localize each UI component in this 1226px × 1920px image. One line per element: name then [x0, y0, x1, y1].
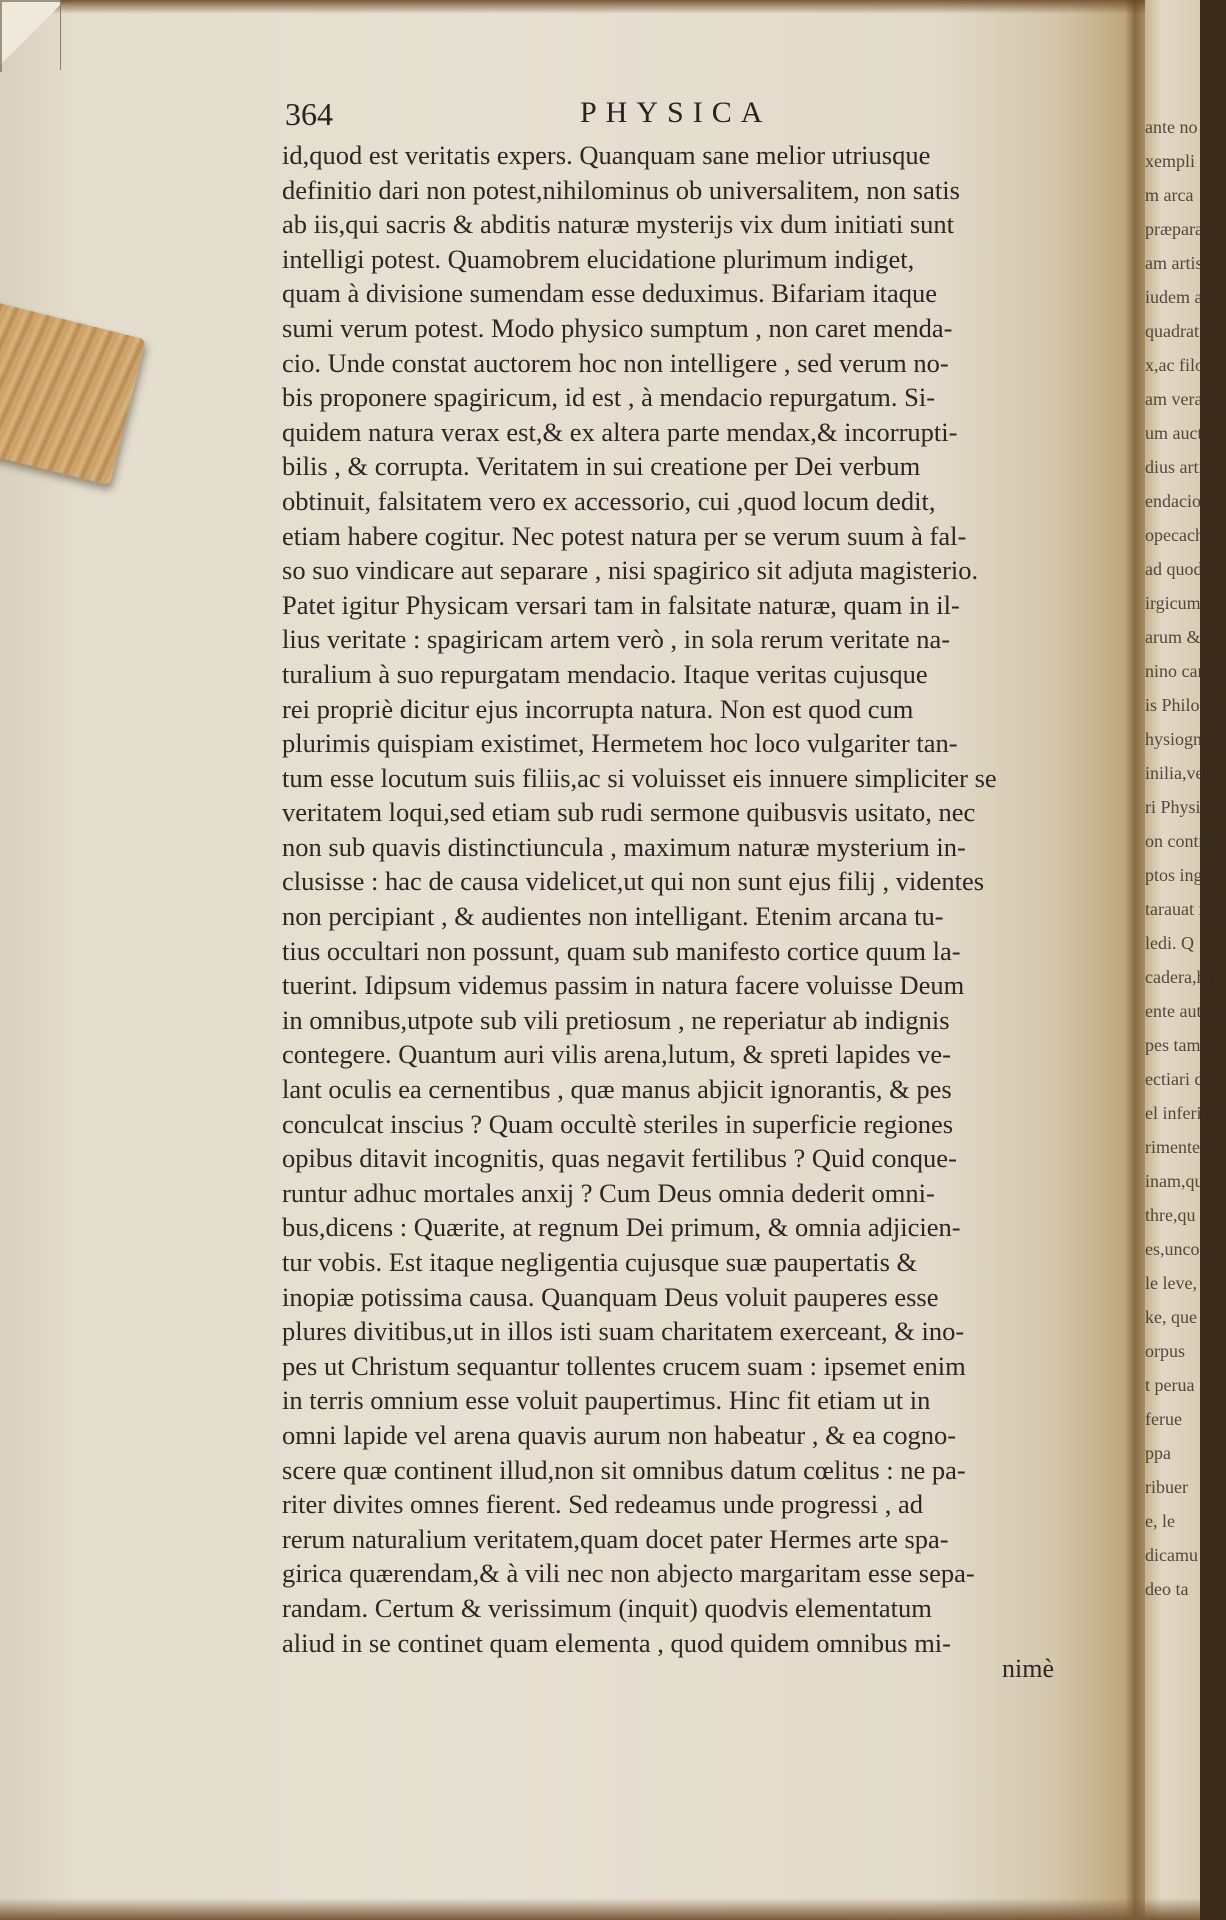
facing-page-line: inilia,vel: [1145, 763, 1209, 783]
folded-corner-crease: [0, 0, 72, 72]
facing-page-line: præpara: [1145, 219, 1203, 239]
text-line: id,quod est veritatis expers. Quanquam sane melior utriusque: [282, 140, 931, 170]
body-text: [282, 138, 1082, 1660]
text-line: riter divites omnes fierent. Sed redeamus unde progressi , ad: [282, 1489, 923, 1520]
facing-page-line: ptos ingred: [1145, 865, 1226, 885]
text-line: ab iis,qui sacris & abditis naturæ mysterijs vix dum initiati sunt: [282, 209, 955, 240]
facing-page-line: x,ac filo: [1145, 355, 1204, 375]
text-line: tur vobis. Est itaque negligentia cujusque suæ paupertatis &: [282, 1247, 918, 1277]
facing-page-line: opecacho: [1145, 525, 1213, 545]
facing-page-line: nino carer: [1145, 661, 1218, 681]
text-line: bilis , & corrupta. Veritatem in sui creatione per Dei verbum: [282, 451, 921, 482]
text-line: tum esse locutum suis filiis,ac si voluisset eis innuere simpliciter se: [282, 762, 997, 793]
text-line: bus,dicens : Quærite, at regnum Dei primum, & omnia adjicien-: [282, 1212, 961, 1243]
text-line: girica quærendam,& à vili nec non abjecto margaritam esse sepa-: [282, 1558, 975, 1589]
text-line: bis proponere spagiricum, id est , à mendacio repurgatum. Si-: [282, 382, 936, 413]
facing-page-line: ante no: [1145, 117, 1198, 137]
text-line: obtinuit, falsitatem vero ex accessorio, cui ,quod locum dedit,: [282, 485, 936, 516]
facing-page: [1145, 0, 1226, 1920]
text-line: in omnibus,utpote sub vili pretiosum , ne reperiatur ab indignis: [282, 1004, 950, 1035]
text-line: lant oculis ea cernentibus , quæ manus abjicit ignorantis, & pes: [282, 1074, 952, 1105]
text-line: runtur adhuc mortales anxij ? Cum Deus omnia dederit omni-: [282, 1177, 935, 1208]
page-bottom-edge: [0, 1898, 1200, 1920]
text-line: non sub quavis distinctiuncula , maximum naturæ mysterium in-: [282, 831, 966, 862]
facing-page-line: arum & v: [1145, 627, 1214, 647]
page-number: 364: [285, 96, 333, 132]
facing-page-line: orpus: [1145, 1341, 1185, 1361]
facing-page-line: quadrati: [1145, 321, 1204, 341]
facing-page-line: ppa: [1145, 1443, 1171, 1463]
text-line: etiam habere cogitur. Nec potest natura per se verum suum à fal-: [282, 520, 967, 551]
facing-page-line: hysiognon: [1145, 729, 1221, 749]
text-line: tuerint. Idipsum videmus passim in natura facere voluisse Deum: [282, 970, 965, 1001]
text-line: pes ut Christum sequantur tollentes crucem suam : ipsemet enim: [282, 1350, 966, 1381]
facing-page-line: irgicum: [1145, 593, 1201, 613]
text-line: opibus ditavit incognitis, quas negavit fertilibus ? Quid conque-: [282, 1143, 957, 1174]
facing-page-line: am veran: [1145, 389, 1212, 409]
facing-page-line: t perua: [1145, 1375, 1195, 1395]
facing-page-line: ri Physicos: [1145, 797, 1225, 817]
page-top-edge: [0, 0, 1200, 14]
text-line: rerum naturalium veritatem,quam docet pater Hermes arte spa-: [282, 1523, 949, 1554]
page-header: [285, 96, 1085, 136]
text-line: intelligi potest. Quamobrem elucidatione plurimum indiget,: [282, 243, 915, 274]
text-line: contegere. Quantum auri vilis arena,lutum, & spreti lapides ve-: [282, 1039, 951, 1070]
facing-page-line: ectiari de: [1145, 1069, 1212, 1089]
catchword: nimè: [1002, 1654, 1054, 1683]
text-line: conculcat inscius ? Quam occultè steriles in superficie regiones: [282, 1108, 954, 1139]
text-line: scere quæ continent illud,non sit omnibus datum cœlitus : ne pa-: [282, 1454, 966, 1485]
facing-page-line: am artis: [1145, 253, 1203, 273]
facing-page-line: es,uncor: [1145, 1239, 1206, 1259]
text-line: quidem natura verax est,& ex altera parte mendax,& incorrupti-: [282, 416, 958, 447]
text-line: turalium à suo repurgatam mendacio. Itaque veritas cujusque: [282, 658, 928, 689]
text-line: cio. Unde constat auctorem hoc non intelligere , sed verum no-: [282, 347, 949, 378]
running-head: PHYSICA: [580, 96, 772, 129]
text-line: veritatem loqui,sed etiam sub rudi sermone quibusvis usitato, nec: [282, 797, 976, 828]
facing-page-line: ad quodd: [1145, 559, 1212, 579]
text-line: quam à divisione sumendam esse deduximus. Bifariam itaque: [282, 278, 937, 309]
facing-page-line: tarauat ind: [1145, 899, 1222, 919]
text-line: inopiæ potissima causa. Quanquam Deus voluit pauperes esse: [282, 1281, 939, 1312]
text-line: tius occultari non possunt, quam sub manifesto cortice quum la-: [282, 935, 961, 966]
facing-page-line: endacio r: [1145, 491, 1212, 511]
text-line: plurimis quispiam existimet, Hermetem hoc loco vulgariter tan-: [282, 728, 958, 759]
text-line: rei propriè dicitur ejus incorrupta natura. Non est quod cum: [282, 693, 914, 724]
text-line: clusisse : hac de causa videlicet,ut qui non sunt ejus filij , videntes: [282, 866, 985, 897]
facing-page-line: ferue: [1145, 1409, 1182, 1429]
facing-page-line: ente aut co: [1145, 1001, 1223, 1021]
facing-page-line: e, le: [1145, 1511, 1175, 1531]
wooden-clip: [0, 301, 146, 485]
facing-page-line: thre,qu: [1145, 1205, 1196, 1225]
text-line: so suo vindicare aut separare , nisi spagirico sit adjuta magisterio.: [282, 555, 979, 586]
facing-page-line: rimenter: [1145, 1137, 1206, 1157]
facing-page-line: le leve,: [1145, 1273, 1197, 1293]
facing-page-line: inam,qu: [1145, 1171, 1204, 1191]
text-line: sumi verum potest. Modo physico sumptum , non caret menda-: [282, 312, 953, 343]
facing-page-line: ledi. Q: [1145, 933, 1194, 953]
text-line: non percipiant , & audientes non intelligant. Etenim arcana tu-: [282, 901, 944, 932]
facing-page-text: [1145, 110, 1225, 1606]
text-line: randam. Certum & verissimum (inquit) quodvis elementatum: [282, 1592, 932, 1623]
facing-page-line: xempli: [1145, 151, 1195, 171]
text-line: in terris omnium esse voluit paupertimus. Hinc fit etiam ut in: [282, 1385, 931, 1416]
text-line: Patet igitur Physicam versari tam in falsitate naturæ, quam in il-: [282, 589, 960, 620]
facing-page-line: um aucto: [1145, 423, 1212, 443]
facing-page-line: dicamu: [1145, 1545, 1198, 1565]
facing-page-line: pes tamer: [1145, 1035, 1215, 1055]
facing-page-line: ribuer: [1145, 1477, 1188, 1497]
text-line: omni lapide vel arena quavis aurum non habeatur , & ea cogno-: [282, 1419, 957, 1450]
text-line: definitio dari non potest,nihilominus ob universalitem, non satis: [282, 174, 960, 205]
facing-page-line: cadera,hi: [1145, 967, 1211, 987]
facing-page-line: iudem ar: [1145, 287, 1209, 307]
text-line: aliud in se continet quam elementa , quod quidem omnibus mi-: [282, 1627, 951, 1658]
text-line: lius veritate : spagiricam artem verò , in sola rerum veritate na-: [282, 624, 951, 655]
facing-page-line: on contrud: [1145, 831, 1223, 851]
facing-page-line: el inferior: [1145, 1103, 1217, 1123]
facing-page-line: dius artis: [1145, 457, 1211, 477]
facing-page-line: ke, que: [1145, 1307, 1197, 1327]
text-line: plures divitibus,ut in illos isti suam charitatem exerceant, & ino-: [282, 1316, 965, 1347]
book-gutter: [1125, 0, 1145, 1920]
facing-page-line: m arca: [1145, 185, 1194, 205]
facing-page-line: deo ta: [1145, 1579, 1189, 1599]
facing-page-line: is Philosop: [1145, 695, 1225, 715]
